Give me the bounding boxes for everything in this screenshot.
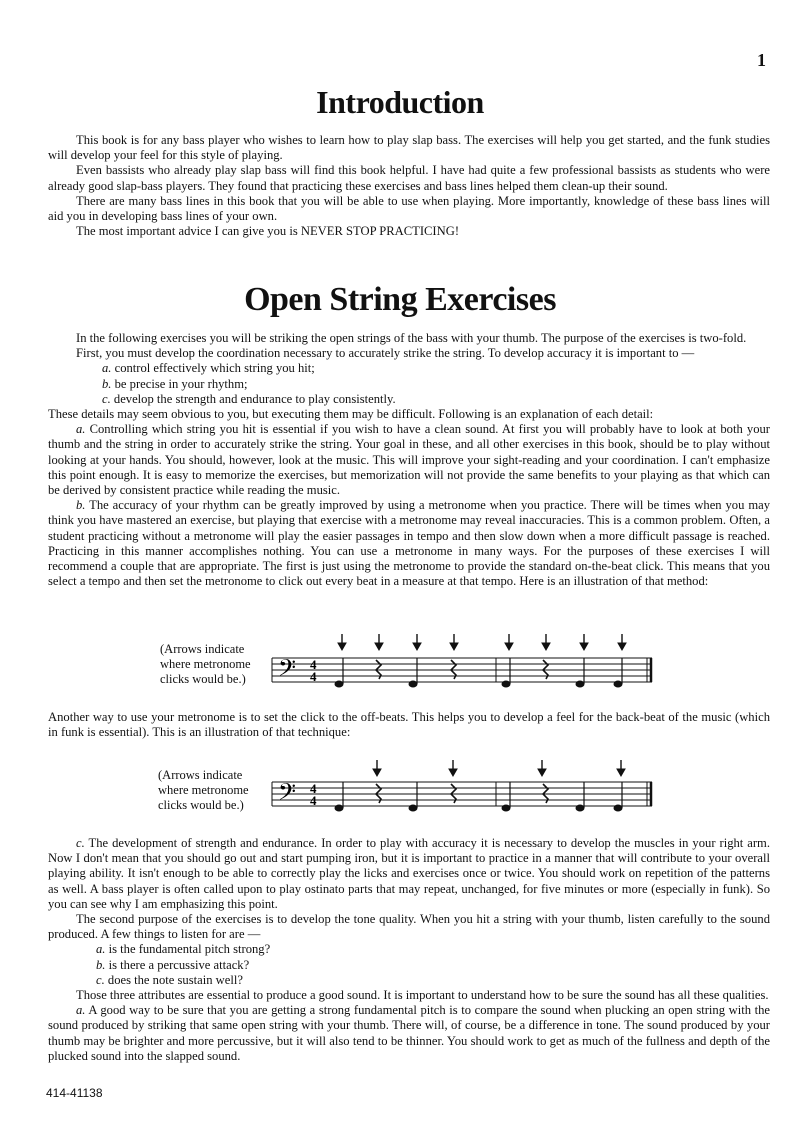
body-paragraph: Another way to use your metronome is to set the click to the off-beats. This helps you to develop a feel for the back-beat of the music (which in funk is essential). This is an illustration of that technique: [48, 710, 770, 740]
bass-clef-icon: 𝄢 [278, 654, 297, 687]
list-item: c. does the note sustain well? [96, 972, 243, 987]
body-paragraph: The second purpose of the exercises is to develop the tone quality. When you hit a string with your thumb, listen carefully to the sound produced. A few things to listen for are — [48, 912, 770, 942]
endurance-tone-body [48, 836, 770, 1064]
arrow-icon [373, 760, 625, 776]
svg-text:4: 4 [310, 669, 317, 684]
intro-paragraph: There are many bass lines in this book that you will be able to use when playing. More importantly, knowledge of these bass lines will aid you in developing bass lines of your own. [48, 193, 770, 224]
body-paragraph: Those three attributes are essential to produce a good sound. It is important to understand how to be sure the sound has all these qualities. [76, 988, 769, 1003]
open-string-heading: Open String Exercises [244, 281, 556, 318]
list-item: b. is there a percussive attack? [96, 957, 250, 972]
offbeat-paragraph-block [48, 710, 770, 740]
figure-caption: (Arrows indicate where metronome clicks would be.) [160, 642, 251, 686]
bass-clef-icon: 𝄢 [278, 778, 297, 811]
list-item: c. develop the strength and endurance to play consistently. [102, 391, 396, 406]
detail-b-paragraph: b. The accuracy of your rhythm can be greatly improved by using a metronome when you practice. There will be times when you may think you have mastered an exercise, but playing that exercise with a metronome may reveal inaccuracies. This is a common problem. Often, a student practicing without a metronome will play the easier passages in tempo and then slow down when a more difficult passage is reached. Practicing in this manner accomplishes nothing. You can use a metronome in many ways. For the purposes of these exercises I will recommend a couple that are appropriate. The first is just using the metronome to provide the standard on-the-beat click. This means that you select a tempo and then set the metronome to click out every beat in a measure at that tempo. Here is an illustration of that method: [48, 498, 771, 589]
introduction-heading: Introduction [316, 84, 484, 120]
svg-text:4: 4 [310, 781, 317, 796]
intro-paragraph: Even bassists who already play slap bass will find this book helpful. I have had quite a few professional bassists as students who were already good slap-bass players. They found that practicing these exercises and bass lines helped them clean-up their sound. [48, 163, 770, 193]
svg-text:4: 4 [310, 657, 317, 672]
open-string-body [48, 331, 770, 589]
body-paragraph: First, you must develop the coordination necessary to accurately strike the string. To develop accuracy it is important to — [76, 346, 695, 361]
list-item: b. be precise in your rhythm; [102, 376, 248, 391]
svg-text:4: 4 [310, 793, 317, 808]
tone-a-paragraph: a. A good way to be sure that you are getting a strong fundamental pitch is to compare the sound when plucking an open string with the sound produced by striking that same open string with your thumb. There will, of course, be a difference in tone. The sound produced by your thumb may be brighter and more percussive, but it will also tend to be thinner. You should work to get as much of the fullness and depth of the plucked sound into the slapped sound. [48, 1003, 770, 1063]
page-number: 1 [757, 50, 766, 70]
intro-paragraph: The most important advice I can give you is NEVER STOP PRACTICING! [76, 224, 460, 239]
detail-c-paragraph: c. The development of strength and endurance. In order to play with accuracy it is necessary to develop the muscles in your right arm. Now I don't mean that you should go out and start pumping iron, but it is important to practice in a manner that will contribute to your overall playing ability. It isn't enough to be able to correctly play the licks and exercises once or twice. You should work on repetition of the patterns as well. A bass player is often called upon to play ostinato parts that may repeat, unchanged, for five minutes or more (especially in funk). So you can see why I am emphasizing this point. [48, 836, 770, 911]
catalog-number: 414-41138 [46, 1086, 103, 1100]
introduction-body [48, 133, 770, 239]
intro-paragraph: This book is for any bass player who wishes to learn how to play slap bass. The exercises will help you get started, and the funk studies will develop your feel for this style of playing. [48, 133, 770, 163]
arrow-icon [338, 634, 626, 650]
list-item: a. control effectively which string you hit; [102, 361, 315, 376]
body-paragraph: These details may seem obvious to you, but executing them may be difficult. Following is an explanation of each detail: [48, 407, 654, 422]
off-beat-staff [270, 756, 660, 822]
figure-caption: (Arrows indicate where metronome clicks would be.) [158, 768, 249, 812]
on-beat-staff [270, 628, 660, 694]
body-paragraph: In the following exercises you will be striking the open strings of the bass with your thumb. The purpose of the exercises is two-fold. [76, 331, 747, 345]
detail-a-paragraph: a. Controlling which string you hit is essential if you wish to have a clean sound. At first you will probably have to look at both your thumb and the string in order to accurately strike the string. Your goal in these, and all other exercises in this book, should be to play without looking at your hands. You should, however, look at the music. This will improve your sight-reading and your coordination. I can't emphasize this point enough. It is easy to memorize the exercises, but memorization will not provide the same benefits to your playing as that which can be derived by consistent practice while reading the music. [48, 422, 770, 498]
list-item: a. is the fundamental pitch strong? [96, 942, 271, 957]
